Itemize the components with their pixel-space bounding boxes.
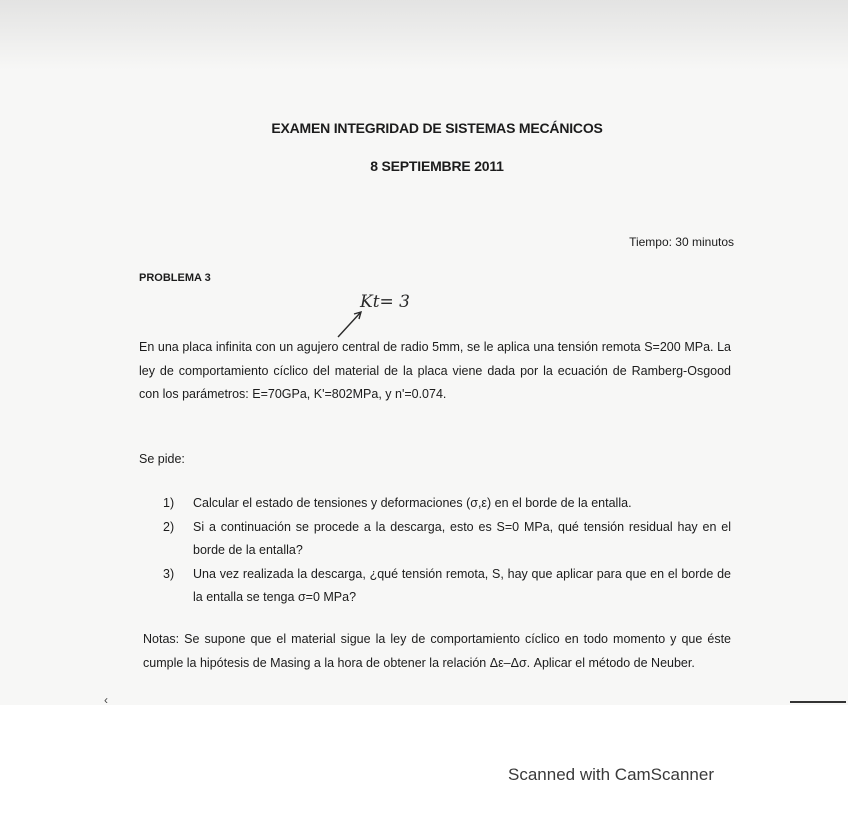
scan-edge-mark: ‹ — [104, 693, 108, 705]
problem-heading: PROBLEMA 3 — [139, 272, 211, 284]
list-item — [163, 492, 731, 516]
exam-title: EXAMEN INTEGRIDAD DE SISTEMAS MECÁNICOS — [271, 120, 603, 136]
question-text: Calcular el estado de tensiones y deformaciones (σ,ε) en el borde de la entalla. — [193, 496, 632, 510]
problem-statement: En una placa infinita con un agujero central de radio 5mm, se le aplica una tensión remota S=200 MPa. La ley de comportamiento cíclico del material de la placa viene dada por la ecuación de Ramberg-Osgood con los parámetros: E=70GPa, K'=802MPa, y n'=0.074. — [139, 340, 731, 401]
list-item — [163, 563, 731, 610]
scanner-watermark: Scanned with CamScanner — [508, 765, 715, 784]
scan-smudge — [0, 0, 848, 70]
question-number: 3) — [163, 566, 175, 581]
question-text: Una vez realizada la descarga, ¿qué tensión remota, S, hay que aplicar para que en el borde de la entalla se tenga σ=0 MPa? — [193, 566, 731, 604]
time-limit: Tiempo: 30 minutos — [629, 235, 734, 249]
handwritten-note: Kt= 3 — [360, 292, 410, 312]
exam-date: 8 SEPTIEMBRE 2011 — [370, 158, 504, 174]
asks-label: Se pide: — [139, 452, 185, 466]
scan-edge-line — [790, 701, 846, 703]
question-number: 1) — [163, 496, 175, 510]
question-text: Si a continuación se procede a la descarga, esto es S=0 MPa, qué tensión residual hay en el borde de la entalla? — [193, 519, 731, 557]
list-item — [163, 516, 731, 563]
notes-paragraph: Notas: Se supone que el material sigue la ley de comportamiento cíclico en todo momento y que éste cumple la hipótesis de Masing a la hora de obtener la relación Δε–Δσ. Aplicar el método de Neuber. — [143, 632, 731, 670]
question-list — [163, 492, 731, 610]
question-number: 2) — [163, 519, 175, 534]
